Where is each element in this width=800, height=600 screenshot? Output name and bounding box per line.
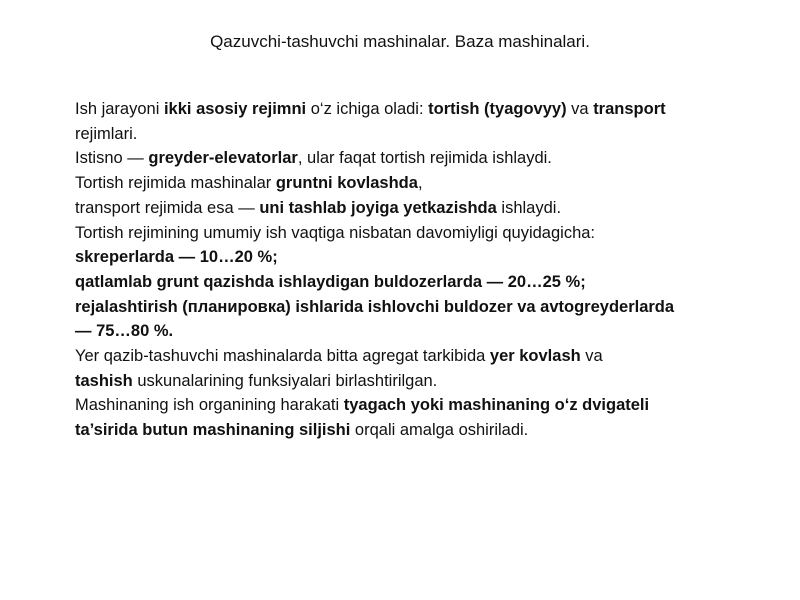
bold-text: skreperlarda — 10…20 %; — [75, 248, 278, 267]
text-line — [75, 146, 725, 171]
text-line — [75, 344, 725, 369]
text-run: Yer qazib-tashuvchi mashinalarda bitta agregat tarkibida — [75, 347, 490, 366]
text-line — [75, 418, 725, 443]
slide-body-text — [75, 97, 725, 443]
text-run: Tortish rejimining umumiy ish vaqtiga nisbatan davomiyligi quyidagicha: — [75, 223, 595, 242]
text-run: rejimlari. — [75, 124, 138, 143]
text-run: o‘z ichiga oladi: — [306, 100, 429, 118]
bold-text: — 75…80 %. — [75, 322, 174, 341]
bold-text: tashish — [75, 371, 133, 390]
text-line — [75, 196, 725, 221]
slide-title: Qazuvchi-tashuvchi mashinalar. Baza mashinalari. — [210, 32, 590, 51]
text-line — [75, 221, 725, 246]
text-run: Istisno — — [75, 149, 149, 168]
text-line — [75, 270, 725, 295]
bold-text: rejalashtirish (планировка) ishlarida ishlovchi buldozer va avtogreyderlarda — [75, 297, 675, 316]
text-run: orqali amalga oshiriladi. — [350, 421, 529, 440]
bold-text: greyder-elevatorlar — [148, 149, 298, 168]
text-run: , — [417, 174, 423, 193]
bold-text: tortish (tyagovyy) — [428, 100, 567, 118]
text-run: Mashinaning ish organining harakati — [75, 396, 344, 415]
bold-text: uni tashlab joyiga yetkazishda — [259, 198, 497, 217]
text-line — [75, 171, 725, 196]
text-line — [75, 295, 725, 320]
text-run: Ish jarayoni — [75, 100, 164, 118]
text-line — [75, 369, 725, 394]
text-run: ishlaydi. — [496, 198, 562, 217]
text-line — [75, 319, 725, 344]
text-line — [75, 245, 725, 270]
bold-text: transport — [593, 100, 666, 118]
bold-text: qatlamlab grunt qazishda ishlaydigan buldozerlarda — 20…25 %; — [75, 272, 586, 291]
text-run: uskunalarining funksiyalari birlashtirilgan. — [132, 371, 438, 390]
text-run: transport rejimida esa — — [75, 198, 260, 217]
text-run: va — [580, 347, 603, 366]
bold-text: yer kovlash — [489, 347, 581, 366]
text-run: , ular faqat tortish rejimida ishlaydi. — [297, 149, 552, 168]
bold-text: ikki asosiy rejimni — [163, 100, 307, 118]
bold-text: ta’sirida butun mashinaning siljishi — [75, 421, 351, 440]
text-line — [75, 393, 725, 418]
text-run: Tortish rejimida mashinalar — [75, 174, 276, 193]
bold-text: gruntni kovlashda — [275, 174, 418, 193]
text-run: va — [566, 100, 594, 118]
text-line — [75, 122, 725, 147]
bold-text: tyagach yoki mashinaning o‘z dvigateli — [343, 396, 650, 415]
text-line — [75, 97, 725, 122]
